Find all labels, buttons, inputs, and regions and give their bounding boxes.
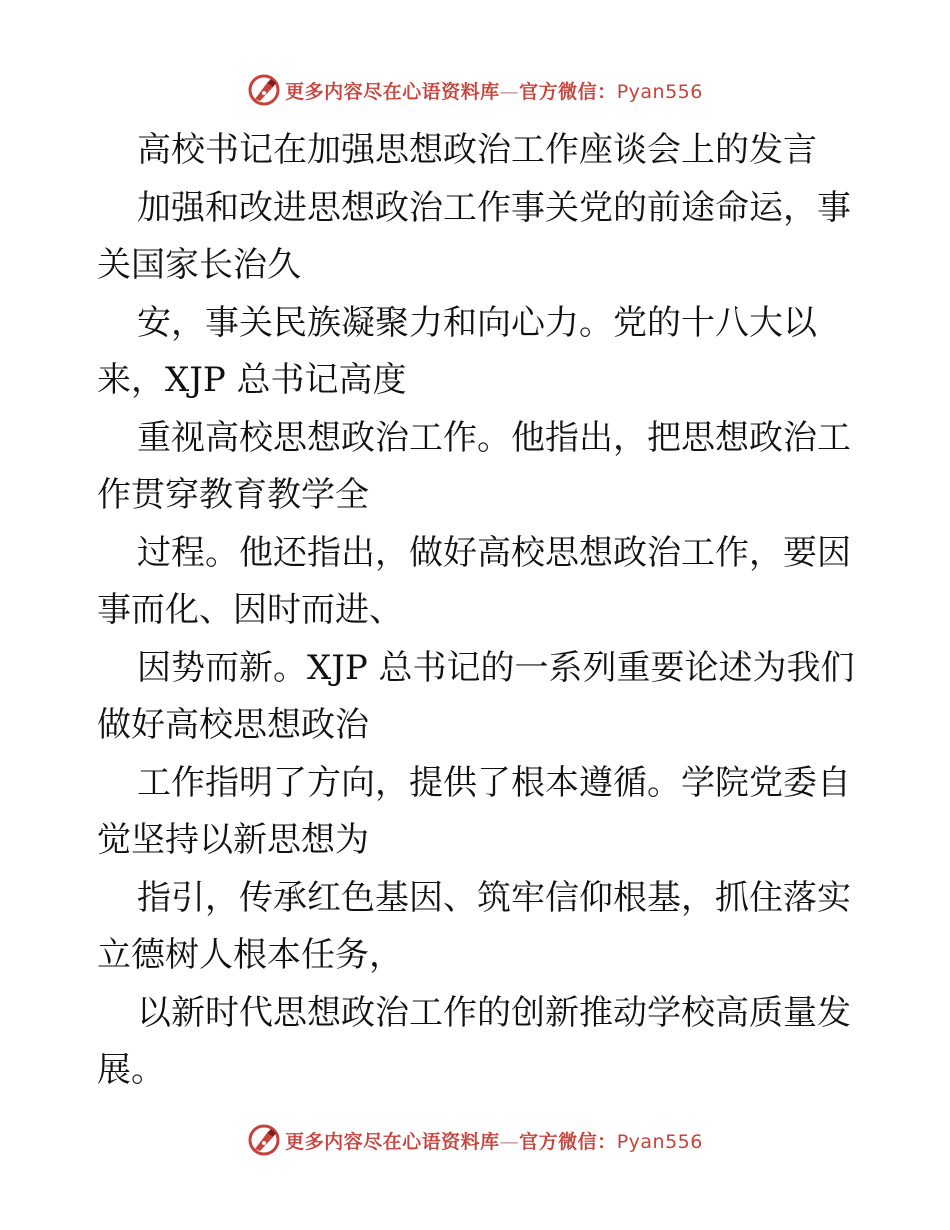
- text-line: 指引，传承红色基因、筑牢信仰根基，抓住落实: [137, 877, 851, 918]
- watermark-banner-top: [0, 70, 950, 110]
- pen-nib-logo-icon: [247, 1123, 281, 1157]
- text-line: 事而化、因时而进、: [97, 590, 403, 630]
- text-line: 加强和改进思想政治工作事关党的前途命运，事: [137, 187, 851, 228]
- watermark-main-text: 更多内容尽在心语资料库: [285, 1130, 500, 1153]
- text-line: 因势而新。XJP 总书记的一系列重要论述为我们: [137, 647, 855, 688]
- text-line: 以新时代思想政治工作的创新推动学校高质量发: [137, 992, 851, 1033]
- watermark-handle: Pyan556: [616, 80, 703, 103]
- text-line: 重视高校思想政治工作。他指出，把思想政治工: [137, 417, 851, 458]
- watermark-banner-bottom: [0, 1120, 950, 1160]
- text-line: 立德树人根本任务，: [97, 935, 403, 975]
- watermark-separator: —: [499, 80, 520, 103]
- watermark-text: [285, 77, 703, 104]
- watermark-separator: —: [499, 1130, 520, 1153]
- text-line: 来，XJP 总书记高度: [97, 360, 407, 400]
- pen-nib-logo-icon: [247, 73, 281, 107]
- text-line: 工作指明了方向，提供了根本遵循。学院党委自: [137, 762, 851, 803]
- text-line: 展。: [97, 1050, 165, 1090]
- watermark-handle: Pyan556: [616, 1130, 703, 1153]
- text-line: 作贯穿教育教学全: [97, 475, 369, 515]
- watermark-text: [285, 1127, 703, 1154]
- text-line: 过程。他还指出，做好高校思想政治工作，要因: [137, 532, 851, 573]
- watermark-label: 官方微信：: [519, 80, 617, 103]
- text-line: 关国家长治久: [97, 245, 301, 285]
- document-body: [97, 122, 857, 1100]
- watermark-label: 官方微信：: [519, 1130, 617, 1153]
- watermark-main-text: 更多内容尽在心语资料库: [285, 80, 500, 103]
- text-line: 觉坚持以新思想为: [97, 820, 369, 860]
- text-line: 安，事关民族凝聚力和向心力。党的十八大以: [137, 302, 817, 343]
- text-line: 高校书记在加强思想政治工作座谈会上的发言: [137, 130, 817, 170]
- text-line: 做好高校思想政治: [97, 705, 369, 745]
